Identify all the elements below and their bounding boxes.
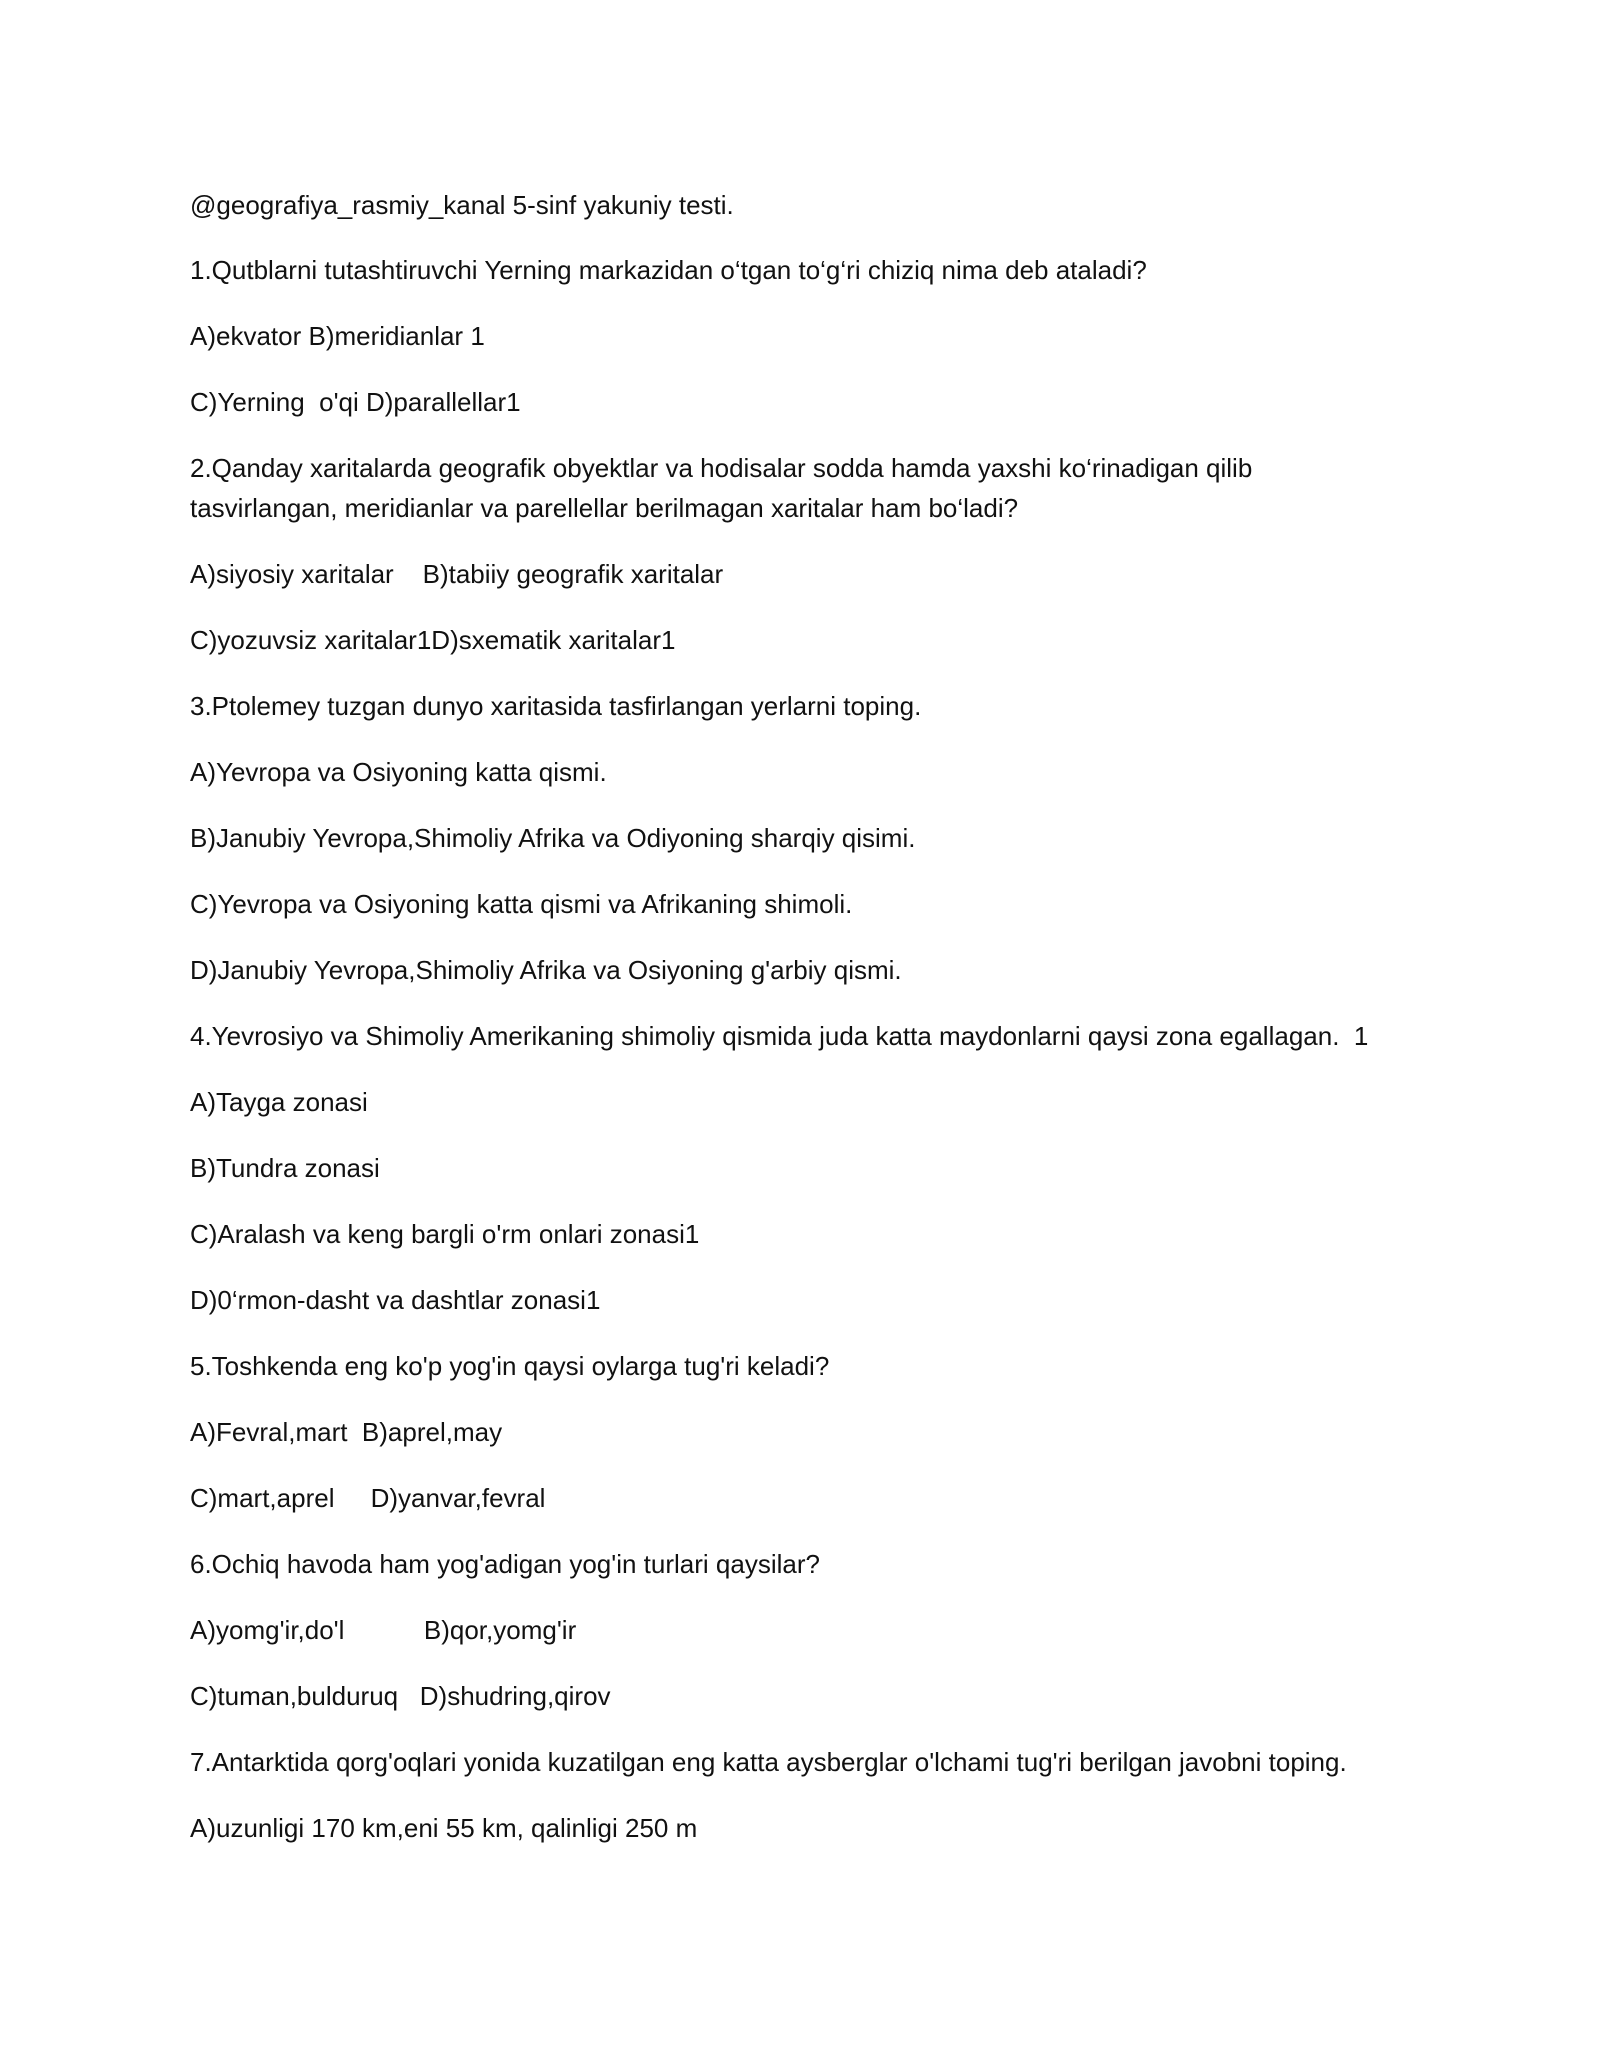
question-2-line-2: tasvirlangan, meridianlar va parellellar berilmagan xaritalar ham bo‘ladi? (190, 493, 1019, 523)
question-3-option-b: B)Janubiy Yevropa,Shimoliy Afrika va Odiyoning sharqiy qisimi. (190, 823, 916, 853)
question-6-options-ab: A)yomg'ir,do'l B)qor,yomg'ir (190, 1615, 577, 1645)
question-5: 5.Toshkenda eng ko'p yog'in qaysi oylarga tug'ri keladi? (190, 1351, 830, 1381)
question-5-options-ab: A)Fevral,mart B)aprel,may (190, 1417, 503, 1447)
question-2-options-ab: A)siyosiy xaritalar B)tabiiy geografik xaritalar (190, 559, 724, 589)
question-2-options-cd: C)yozuvsiz xaritalar1D)sxematik xaritalar1 (190, 625, 676, 655)
question-4-option-d: D)0‘rmon-dasht va dashtlar zonasi1 (190, 1285, 601, 1315)
question-4-option-c: C)Aralash va keng bargli o'rm onlari zonasi1 (190, 1219, 700, 1249)
question-7: 7.Antarktida qorg'oqlari yonida kuzatilgan eng katta aysberglar o'lchami tug'ri berilgan javobni toping. (190, 1747, 1347, 1777)
question-1: 1.Qutblarni tutashtiruvchi Yerning markazidan o‘tgan to‘g‘ri chiziq nima deb ataladi? (190, 255, 1147, 285)
question-2-line-1: 2.Qanday xaritalarda geografik obyektlar va hodisalar sodda hamda yaxshi ko‘rinadigan qilib (190, 453, 1253, 483)
question-3-option-c: C)Yevropa va Osiyoning katta qismi va Afrikaning shimoli. (190, 889, 853, 919)
question-3-option-a: A)Yevropa va Osiyoning katta qismi. (190, 757, 607, 787)
question-4-option-b: B)Tundra zonasi (190, 1153, 380, 1183)
question-6: 6.Ochiq havoda ham yog'adigan yog'in turlari qaysilar? (190, 1549, 820, 1579)
document-header: @geografiya_rasmiy_kanal 5-sinf yakuniy testi. (190, 190, 734, 220)
question-4: 4.Yevrosiyo va Shimoliy Amerikaning shimoliy qismida juda katta maydonlarni qaysi zona egallagan. 1 (190, 1021, 1369, 1051)
question-5-options-cd: C)mart,aprel D)yanvar,fevral (190, 1483, 546, 1513)
question-7-option-a: A)uzunligi 170 km,eni 55 km, qalinligi 250 m (190, 1813, 698, 1843)
question-3-option-d: D)Janubiy Yevropa,Shimoliy Afrika va Osiyoning g'arbiy qismi. (190, 955, 902, 985)
question-1-options-ab: A)ekvator B)meridianlar 1 (190, 321, 485, 351)
question-4-option-a: A)Tayga zonasi (190, 1087, 368, 1117)
question-6-options-cd: C)tuman,bulduruq D)shudring,qirov (190, 1681, 611, 1711)
question-3: 3.Ptolemey tuzgan dunyo xaritasida tasfirlangan yerlarni toping. (190, 691, 922, 721)
question-1-options-cd: C)Yerning o'qi D)parallellar1 (190, 387, 521, 417)
